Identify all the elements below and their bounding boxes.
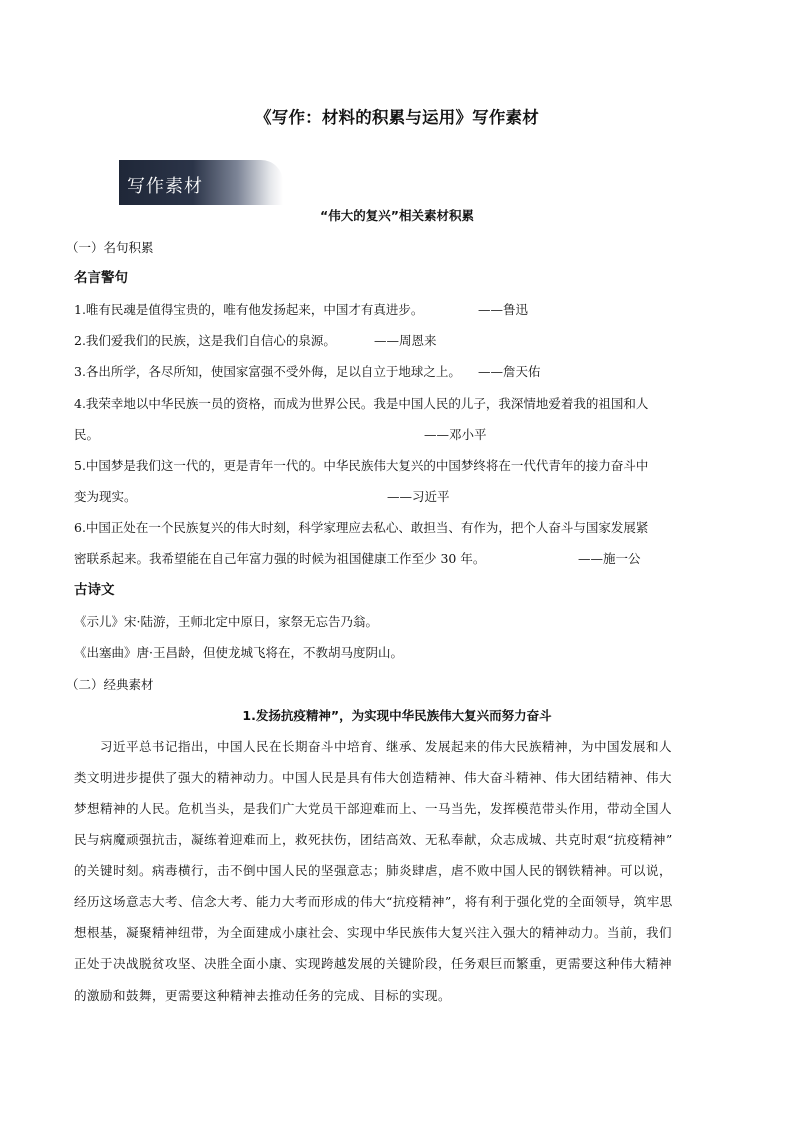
paragraph-line-5: 的关键时刻。病毒横行，击不倒中国人民的坚强意志；肺炎肆虐，虐不败中国人民的钢铁精神。可以说， (74, 863, 673, 878)
banner-label: 写作素材 (127, 176, 203, 197)
poem-1: 《示儿》宋·陆游，王师北定中原日，家祭无忘告乃翁。 (74, 614, 378, 629)
paragraph-line-3: 梦想精神的人民。危机当头，是我们广大党员干部迎难而上、一马当先，发挥模范带头作用，带动全国人 (74, 801, 673, 816)
quote-1-author: ——鲁迅 (478, 302, 529, 317)
quote-6-line-1: 6.中国正处在一个民族复兴的伟大时刻，科学家理应去私心、敢担当、有作为，把个人奋斗与国家发展紧 (74, 520, 649, 535)
paragraph-line-6: 经历这场意志大考、信念大考、能力大考而形成的伟大“抗疫精神”，将有利于强化党的全面领导，筑牢思 (74, 894, 673, 909)
quote-3-author: ——詹天佑 (478, 364, 541, 379)
section-banner (119, 160, 283, 205)
quote-3-text: 3.各出所学，各尽所知，使国家富强不受外侮，足以自立于地球之上。 (74, 364, 461, 379)
document-title: 《写作：材料的积累与运用》写作素材 (255, 108, 539, 127)
quote-4-line-2: 民。 (74, 427, 100, 442)
quote-5-line-1: 5.中国梦是我们这一代的，更是青年一代的。中华民族伟大复兴的中国梦终将在一代代青年的接力奋斗中 (74, 458, 649, 473)
poem-2: 《出塞曲》唐·王昌龄，但使龙城飞将在，不教胡马度阴山。 (74, 645, 403, 660)
poems-heading: 古诗文 (74, 582, 115, 598)
quote-2-text: 2.我们爱我们的民族，这是我们自信心的泉源。 (74, 333, 336, 348)
quote-5-line-2: 变为现实。 (74, 489, 137, 504)
part1-heading: （一）名句积累 (66, 240, 154, 255)
section-title: “伟大的复兴”相关素材积累 (320, 208, 474, 223)
quote-6-line-2: 密联系起来。我希望能在自己年富力强的时候为祖国健康工作至少 30 年。 (74, 551, 486, 566)
quotes-heading: 名言警句 (74, 270, 128, 286)
paragraph-line-7: 想根基，凝聚精神纽带，为全面建成小康社会、实现中华民族伟大复兴注入强大的精神动力。当前，我们 (74, 925, 673, 940)
part2-heading: （二）经典素材 (66, 677, 154, 692)
quote-1-text: 1.唯有民魂是值得宝贵的，唯有他发扬起来，中国才有真进步。 (74, 302, 424, 317)
paragraph-line-4: 民与病魔顽强抗击，凝练着迎难而上，救死扶伤，团结高效、无私奉献，众志成城、共克时艰“抗疫精神” (74, 832, 673, 847)
quote-6-author: ——施一公 (578, 551, 641, 566)
paragraph-line-9: 的激励和鼓舞，更需要这种精神去推动任务的完成、目标的实现。 (74, 988, 452, 1003)
article-title: 1.发扬抗疫精神”，为实现中华民族伟大复兴而努力奋斗 (242, 708, 552, 723)
quote-4-line-1: 4.我荣幸地以中华民族一员的资格，而成为世界公民。我是中国人民的儿子，我深情地爱着我的祖国和人 (74, 396, 649, 411)
paragraph-line-2: 类文明进步提供了强大的精神动力。中国人民是具有伟大创造精神、伟大奋斗精神、伟大团结精神、伟大 (74, 770, 673, 785)
paragraph-line-1: 习近平总书记指出，中国人民在长期奋斗中培育、继承、发展起来的伟大民族精神，为中国发展和人 (100, 739, 673, 754)
paragraph-line-8: 正处于决战脱贫攻坚、决胜全面小康、实现跨越发展的关键阶段，任务艰巨而繁重，更需要这种伟大精神 (74, 956, 673, 971)
quote-5-author: ——习近平 (387, 489, 450, 504)
quote-4-author: ——邓小平 (424, 427, 487, 442)
quote-2-author: ——周恩来 (374, 333, 437, 348)
